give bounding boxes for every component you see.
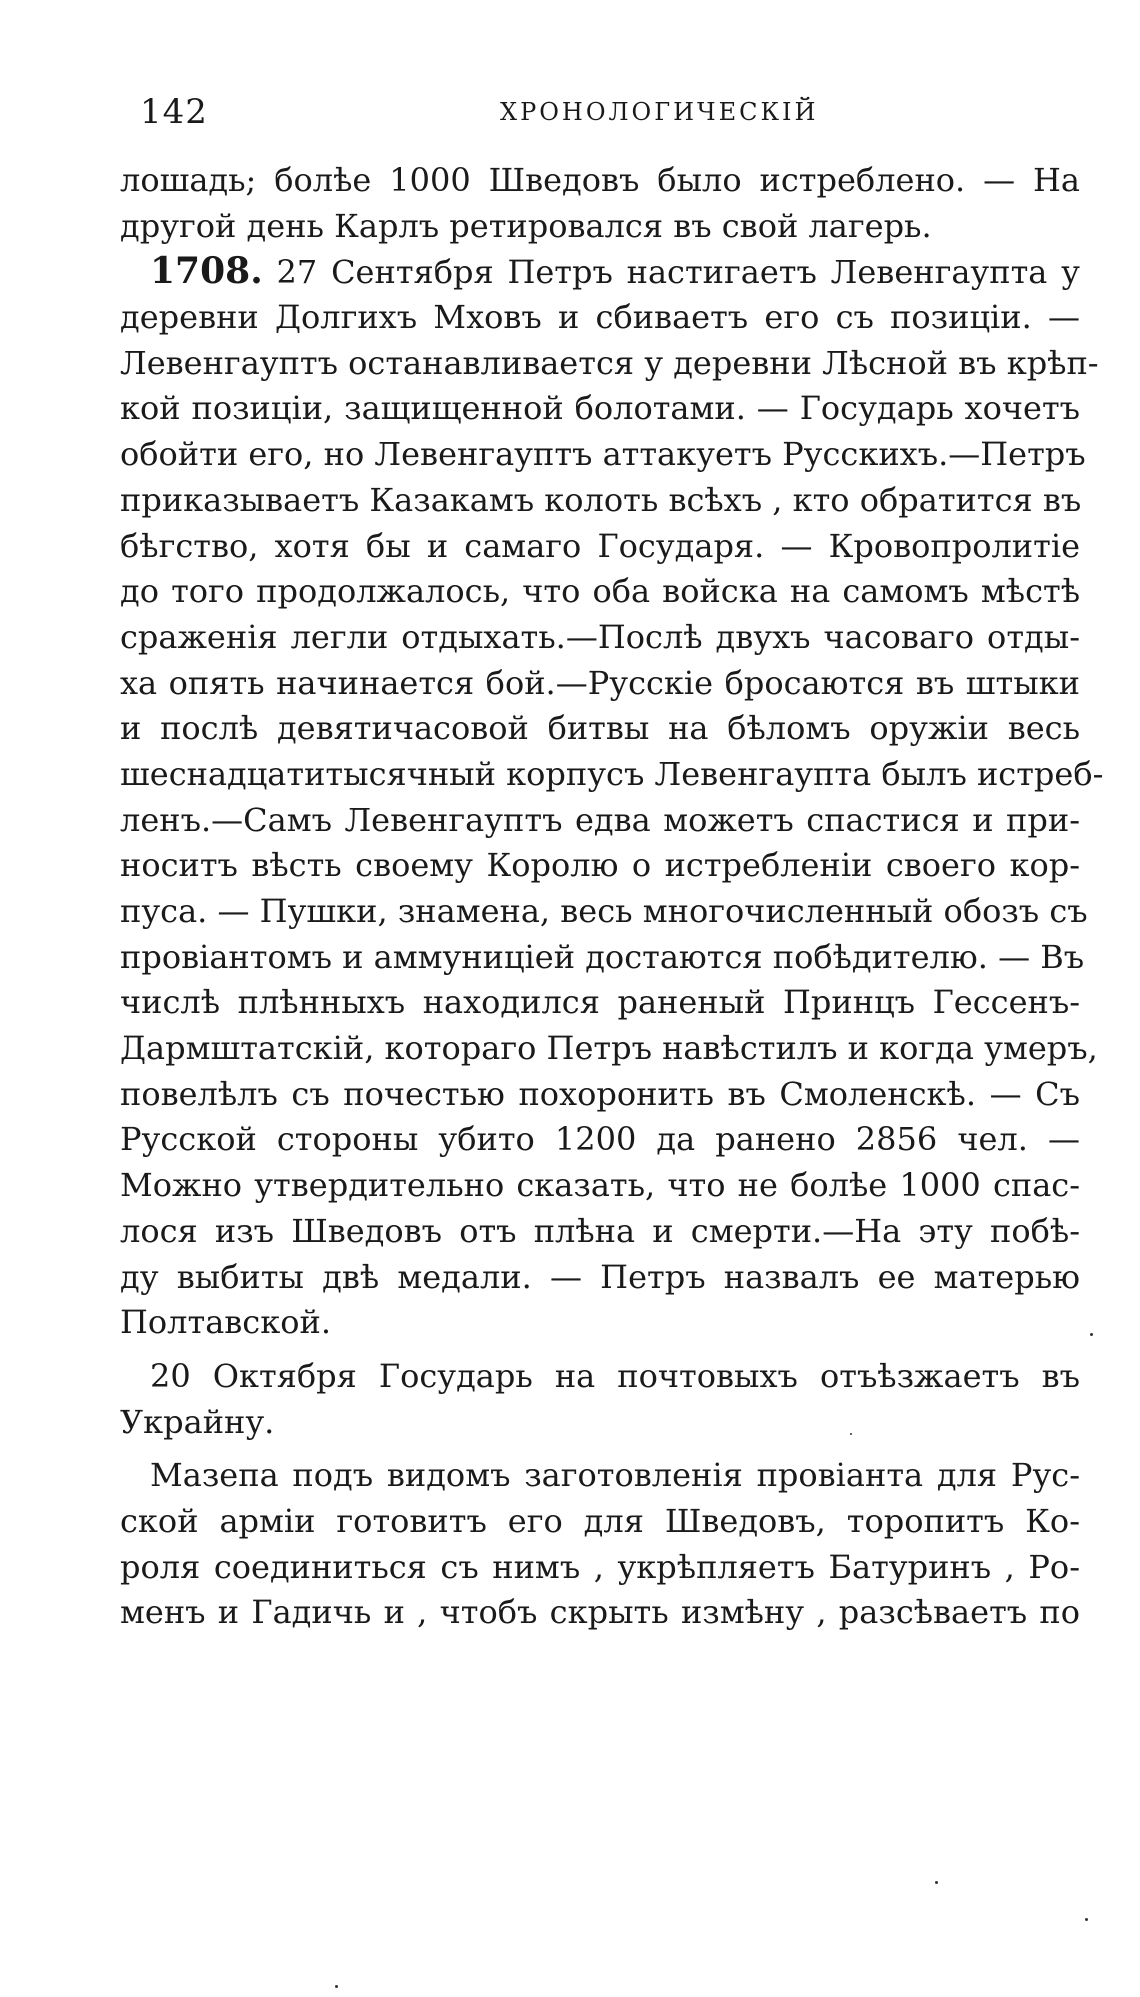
text-line: лося изъ Шведовъ отъ плѣна и смерти.—На эту побѣ- <box>120 1211 1080 1250</box>
speck <box>1085 1918 1088 1921</box>
text-line: деревни Долгихъ Мховъ и сбиваетъ его съ позиціи. — <box>120 298 1080 337</box>
speck <box>335 1985 338 1988</box>
text-line: другой день Карлъ ретировался въ свой лагерь. <box>120 206 932 245</box>
text-line: обойти его, но Левенгауптъ аттакуетъ Русскихъ.—Петръ <box>120 435 1086 474</box>
text-line: Украйну. <box>120 1402 275 1441</box>
text-line: роля соединиться съ нимъ , укрѣпляетъ Батуринъ , Ро- <box>120 1547 1080 1586</box>
page-number: 142 <box>140 92 208 132</box>
text-line: сраженія легли отдыхать.—Послѣ двухъ часоваго отды- <box>120 617 1080 656</box>
text-line: Полтавской. <box>120 1303 331 1342</box>
text-line: Дармштатскій, котораго Петръ навѣстилъ и когда умеръ, <box>120 1029 1098 1068</box>
text-line: ду выбиты двѣ медали. — Петръ назвалъ ее матерью <box>120 1257 1080 1296</box>
text-line: и послѣ девятичасовой битвы на бѣломъ оружіи весь <box>120 709 1080 748</box>
text-line: Мазепа подъ видомъ заготовленія провіанта для Рус- <box>150 1456 1080 1495</box>
text-line: ленъ.—Самъ Левенгауптъ едва можетъ спастися и при- <box>120 800 1080 839</box>
text-line: менъ и Гадичь и , чтобъ скрыть измѣну , разсѣваетъ по <box>120 1593 1080 1632</box>
speck <box>850 1433 852 1435</box>
text-line <box>120 249 1080 295</box>
text-line: приказываетъ Казакамъ колоть всѣхъ , кто обратится въ <box>120 480 1082 519</box>
body-text <box>120 158 1104 1636</box>
text-line: провіантомъ и аммуниціей достаются побѣдителю. — Въ <box>120 937 1085 976</box>
text-line: ха опять начинается бой.—Русскіе бросаются въ штыки <box>120 663 1080 702</box>
text-line: Русской стороны убито 1200 да ранено 2856 чел. — <box>120 1120 1080 1159</box>
text-line: Левенгауптъ останавливается у деревни Лѣсной въ крѣп- <box>120 343 1099 382</box>
year-marker: 1708. <box>150 250 263 293</box>
text-line: носитъ вѣсть своему Королю о истребленіи своего кор- <box>120 846 1080 885</box>
text-line: числѣ плѣнныхъ находился раненый Принцъ Гессенъ- <box>120 983 1080 1022</box>
speck <box>935 1881 938 1884</box>
text-line: лошадь; болѣе 1000 Шведовъ было истреблено. — На <box>120 161 1080 199</box>
text-line: кой позиціи, защищенной болотами. — Государь хочетъ <box>120 389 1080 428</box>
text-line: Можно утвердительно сказать, что не болѣе 1000 спас- <box>120 1166 1080 1205</box>
text-line: до того продолжалось, что оба войска на самомъ мѣстѣ <box>120 572 1080 611</box>
text-line: пуса. — Пушки, знамена, весь многочисленный обозъ съ <box>120 892 1088 930</box>
text-line: шеснадцатитысячный корпусъ Левенгаупта былъ истреб- <box>120 754 1104 793</box>
text-line: повелѣлъ съ почестью похоронить въ Смоленскѣ. — Съ <box>120 1074 1080 1113</box>
text-line: ской арміи готовитъ его для Шведовъ, торопитъ Ко- <box>120 1501 1080 1540</box>
text-line: бѣгство, хотя бы и самаго Государя. — Кровопролитіе <box>120 526 1080 565</box>
speck <box>1090 1333 1093 1336</box>
running-title: ХРОНОЛОГИЧЕСКІЙ <box>500 98 819 126</box>
text-line-content: 27 Сентября Петръ настигаетъ Левенгаупта у <box>276 253 1081 292</box>
running-head <box>140 92 1080 136</box>
text-line: 20 Октября Государь на почтовыхъ отъѣзжаетъ въ <box>150 1356 1080 1395</box>
